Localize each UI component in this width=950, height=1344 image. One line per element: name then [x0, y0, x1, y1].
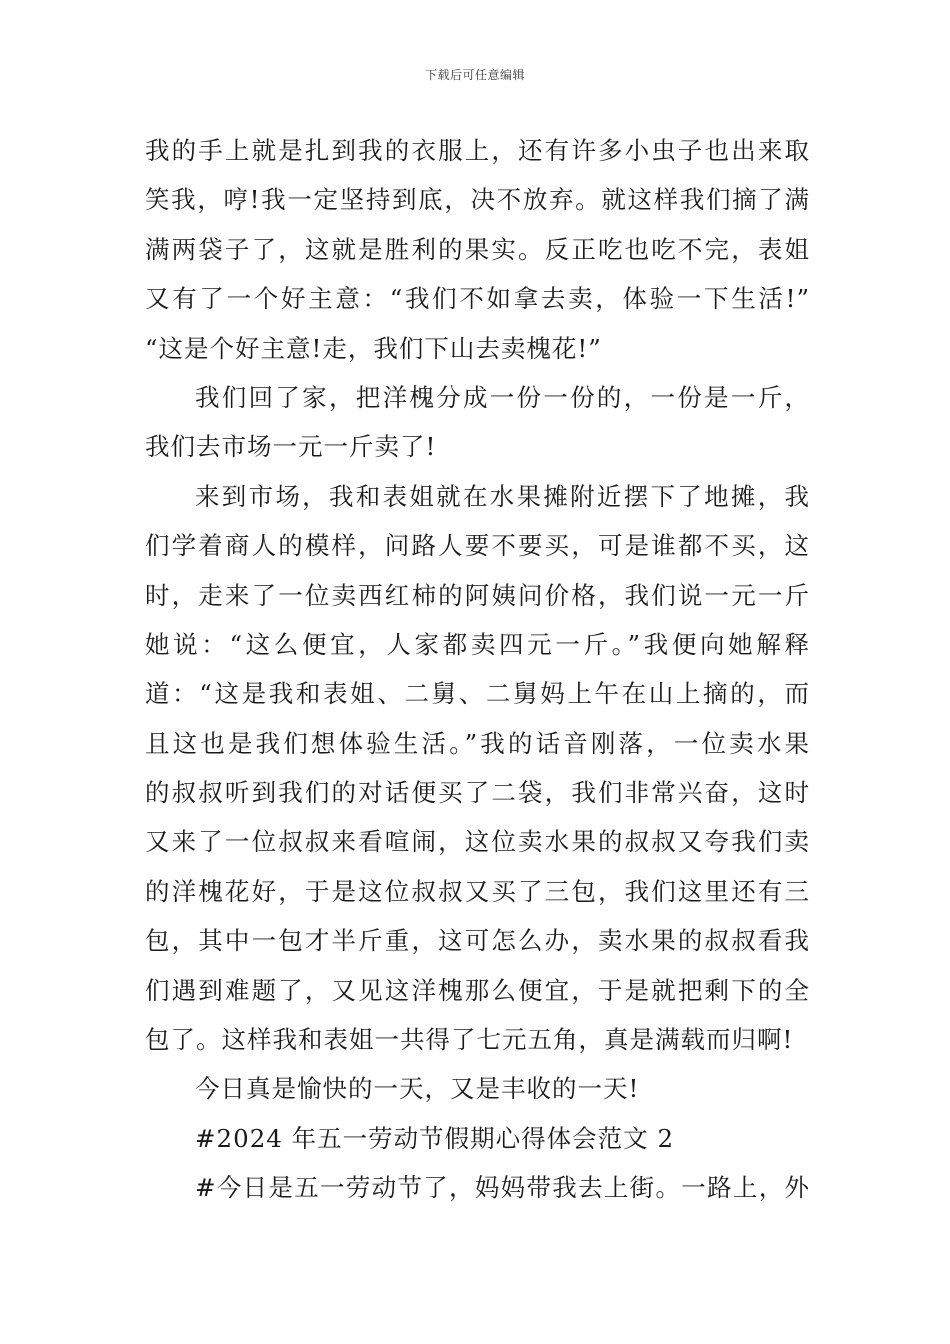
text-line: 们学着商人的模样，问路人要不要买，可是谁都不买，这 [145, 531, 810, 561]
paragraph-line: 今日真是愉快的一天，又是丰收的一天! [195, 1074, 640, 1104]
text-line: 笑我，哼!我一定坚持到底，决不放弃。就这样我们摘了满 [145, 185, 810, 215]
text-line: 又来了一位叔叔来看喧闹，这位卖水果的叔叔又夸我们卖 [145, 827, 810, 857]
text-line: 满两袋子了，这就是胜利的果实。反正吃也吃不完，表姐 [145, 234, 810, 264]
text-line: 且这也是我们想体验生活。”我的话音刚落，一位卖水果 [145, 728, 810, 758]
section-heading: #2024 年五一劳动节假期心得体会范文 2 [195, 1123, 675, 1153]
paragraph-start-line: 来到市场，我和表姐就在水果摊附近摆下了地摊，我 [195, 481, 810, 511]
paragraph-start-line: 我们回了家，把洋槐分成一份一份的，一份是一斤， [195, 382, 810, 412]
text-line: 时，走来了一位卖西红柿的阿姨问价格，我们说一元一斤 [145, 580, 810, 610]
text-line: 道：“这是我和表姐、二舅、二舅妈上午在山上摘的，而 [145, 679, 810, 709]
page-header-note: 下载后可任意编辑 [424, 68, 525, 82]
text-line: 包，其中一包才半斤重，这可怎么办，卖水果的叔叔看我 [145, 926, 810, 956]
paragraph-start-line: #今日是五一劳动节了，妈妈带我去上街。一路上，外 [195, 1173, 810, 1203]
text-line: 我的手上就是扎到我的衣服上，还有许多小虫子也出来取 [145, 136, 810, 165]
text-line: 的叔叔听到我们的对话便买了二袋，我们非常兴奋，这时 [145, 778, 810, 808]
text-line: 她说：“这么便宜，人家都卖四元一斤。”我便向她解释 [145, 629, 810, 659]
document-body [145, 126, 810, 1213]
text-line: 们遇到难题了，又见这洋槐那么便宜，于是就把剩下的全 [145, 975, 810, 1005]
text-line: 我们去市场一元一斤卖了! [145, 432, 437, 462]
text-line: 又有了一个好主意：“我们不如拿去卖，体验一下生活!” [145, 284, 810, 314]
text-line: 包了。这样我和表姐一共得了七元五角，真是满载而归啊! [145, 1025, 794, 1055]
text-line: 的洋槐花好，于是这位叔叔又买了三包，我们这里还有三 [145, 876, 810, 906]
text-line: “这是个好主意!走，我们下山去卖槐花!” [145, 333, 602, 363]
